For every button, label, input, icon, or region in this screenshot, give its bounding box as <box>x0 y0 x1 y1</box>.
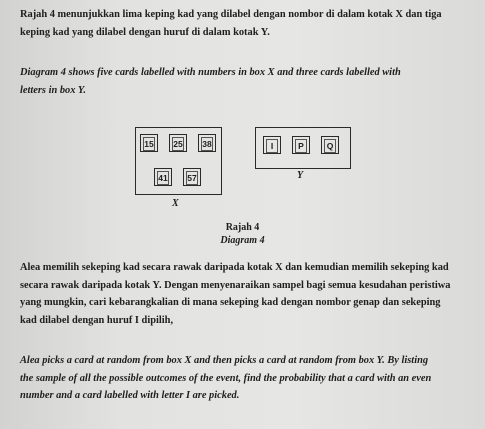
question-english-line-3: number and a card labelled with letter I are picked. <box>20 390 240 402</box>
box-x <box>135 127 222 195</box>
caption-english: Diagram 4 <box>220 235 265 246</box>
intro-malay-line-2: keping kad yang dilabel dengan huruf di dalam kotak Y. <box>20 26 270 38</box>
card-25: 25 <box>169 134 187 152</box>
card-p: P <box>292 136 310 154</box>
card-q: Q <box>321 136 339 154</box>
intro-malay-line-1: Rajah 4 menunjukkan lima keping kad yang dilabel dengan nombor di dalam kotak X dan tiga <box>20 9 442 20</box>
question-malay-line-4: kad dilabel dengan huruf I dipilih, <box>20 314 174 326</box>
caption-malay: Rajah 4 <box>225 222 260 233</box>
question-malay-line-2: secara rawak daripada kotak Y. Dengan menyenaraikan sampel bagi semua kesudahan peristiwa <box>20 279 451 291</box>
question-malay-line-1: Alea memilih sekeping kad secara rawak daripada kotak X dan kemudian memilih sekeping kad <box>20 262 449 273</box>
card-57: 57 <box>183 168 201 186</box>
box-y-label: Y <box>297 170 304 181</box>
card-i: I <box>263 136 281 154</box>
question-english <box>20 352 431 405</box>
box-y <box>255 127 351 169</box>
card-15: 15 <box>140 134 158 152</box>
intro-english <box>20 64 401 99</box>
question-malay <box>20 259 451 329</box>
card-41: 41 <box>154 168 172 186</box>
question-malay-line-3: yang mungkin, cari kebarangkalian di mana sekeping kad dengan nombor genap dan sekeping <box>20 297 441 309</box>
intro-english-line-1: Diagram 4 shows five cards labelled with numbers in box X and three cards labelled with <box>20 67 401 78</box>
intro-english-line-2: letters in box Y. <box>20 84 87 96</box>
card-38: 38 <box>198 134 216 152</box>
question-english-line-2: the sample of all the possible outcomes of the event, find the probability that a card with an even <box>20 372 432 384</box>
intro-malay <box>20 6 442 41</box>
question-english-line-1: Alea picks a card at random from box X and then picks a card at random from box Y. By listing <box>20 355 429 366</box>
box-x-label: X <box>172 198 179 209</box>
